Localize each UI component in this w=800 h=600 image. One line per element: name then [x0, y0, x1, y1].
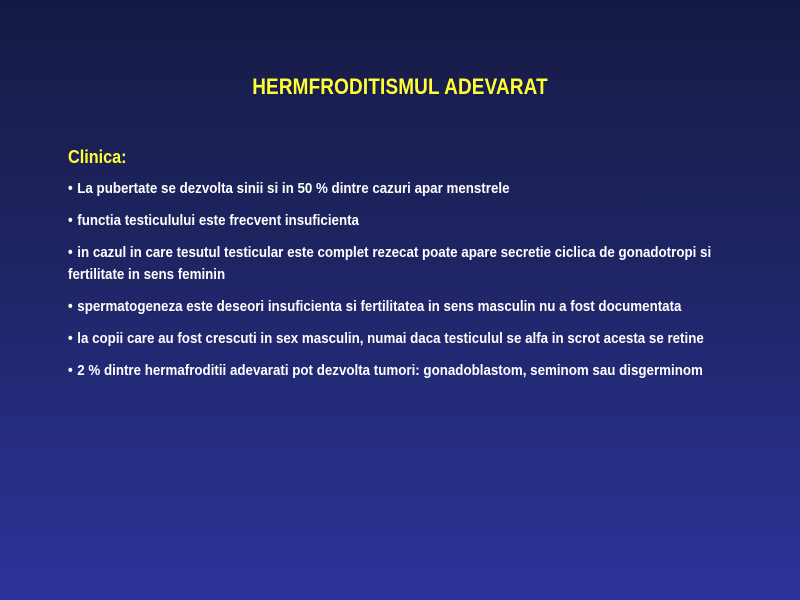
slide-content [68, 147, 758, 392]
bullet-text: functia testiculului este frecvent insuficienta [77, 213, 359, 229]
slide-title: HERMFRODITISMUL ADEVARAT [252, 74, 548, 99]
bullet-icon: • [68, 299, 73, 315]
bullet-text: spermatogeneza este deseori insuficienta si fertilitatea in sens masculin nu a fost documentata [77, 299, 682, 315]
bullet-text: 2 % dintre hermafroditii adevarati pot dezvolta tumori: gonadoblastom, seminom sau disgerminom [77, 363, 703, 379]
bullet-icon: • [68, 181, 73, 197]
bullet-item [68, 296, 749, 318]
bullet-text: in cazul in care tesutul testicular este complet rezecat poate apare secretie ciclica de gonadotropi si fertilitate in sens feminin [68, 245, 712, 283]
bullet-icon: • [68, 331, 73, 347]
bullet-list [68, 178, 758, 382]
bullet-text: La pubertate se dezvolta sinii si in 50 % dintre cazuri apar menstrele [77, 181, 510, 197]
bullet-item [68, 360, 749, 382]
section-heading: Clinica: [68, 147, 127, 167]
bullet-item [68, 210, 749, 232]
bullet-icon: • [68, 245, 73, 261]
bullet-icon: • [68, 363, 73, 379]
bullet-item [68, 178, 749, 200]
bullet-icon: • [68, 213, 73, 229]
bullet-item [68, 242, 749, 286]
bullet-item [68, 328, 749, 350]
bullet-text: la copii care au fost crescuti in sex masculin, numai daca testiculul se alfa in scrot acesta se retine [77, 331, 704, 347]
